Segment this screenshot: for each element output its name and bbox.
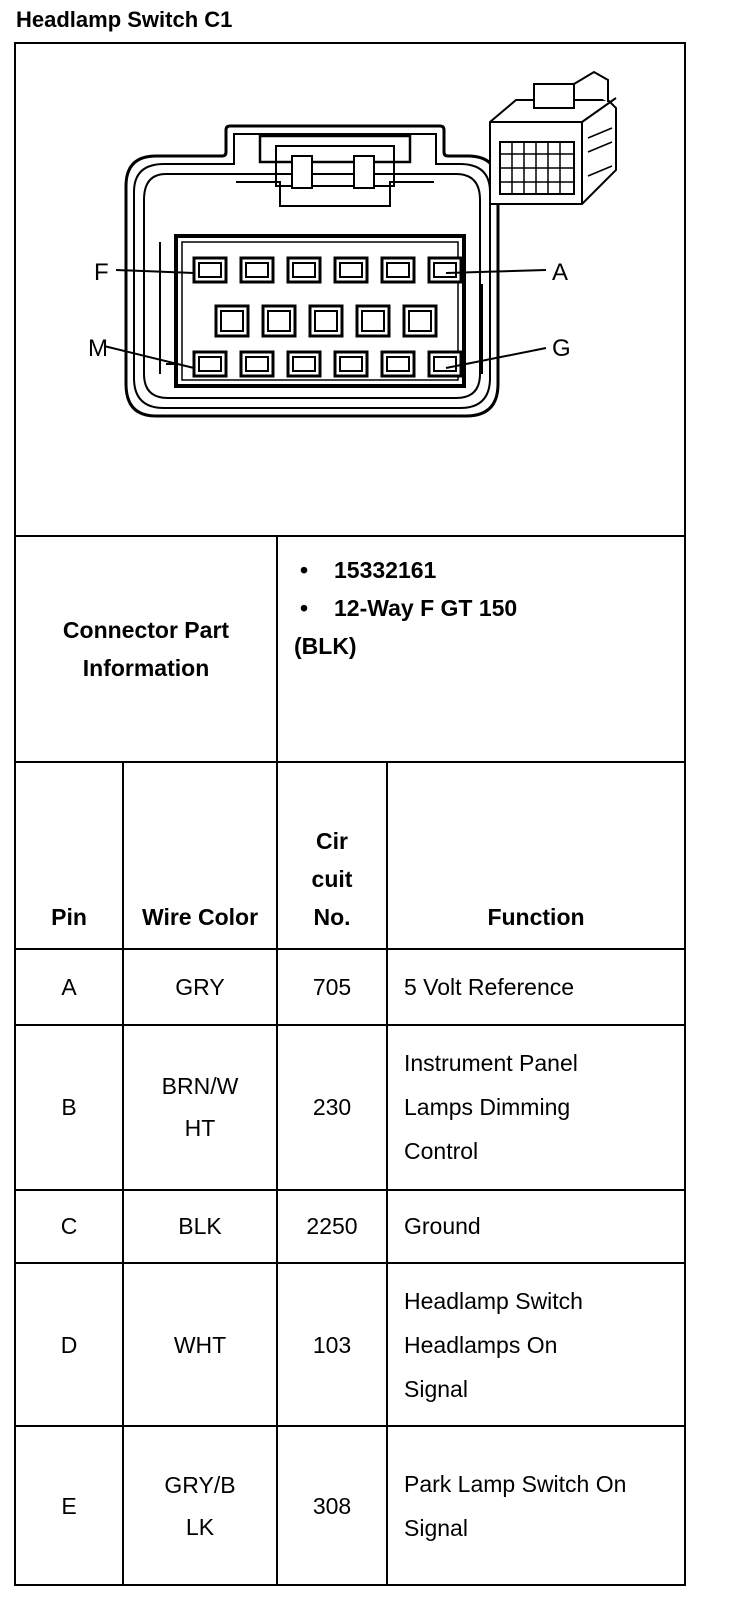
row-pin: B xyxy=(15,1025,123,1190)
row-pin: D xyxy=(15,1263,123,1426)
table-row xyxy=(15,1426,685,1585)
row-pin: A xyxy=(15,949,123,1024)
row-pin: C xyxy=(15,1190,123,1263)
connector-latch xyxy=(260,136,410,162)
connector-diagram-cell xyxy=(15,43,685,536)
row-function: Headlamp Switch Headlamps On Signal xyxy=(387,1263,685,1426)
connector-diagram xyxy=(16,44,682,522)
pin-label-f: F xyxy=(94,259,109,286)
row-function: 5 Volt Reference xyxy=(387,949,685,1024)
row-circuit: 705 xyxy=(277,949,387,1024)
row-wire-color: BRN/W HT xyxy=(123,1025,277,1190)
header-wire-color: Wire Color xyxy=(123,762,277,949)
part-description: • 12-Way F GT 150 xyxy=(294,589,684,627)
connector-part-info-cell xyxy=(277,536,685,762)
table-row xyxy=(15,1025,685,1190)
header-function: Function xyxy=(387,762,685,949)
row-circuit: 2250 xyxy=(277,1190,387,1263)
row-function: Ground xyxy=(387,1190,685,1263)
connector-pins xyxy=(194,258,461,376)
page-title: Headlamp Switch C1 xyxy=(16,7,233,32)
pin-label-g: G xyxy=(552,335,571,362)
row-wire-color: BLK xyxy=(123,1190,277,1263)
row-wire-color: WHT xyxy=(123,1263,277,1426)
pin-label-m: M xyxy=(88,335,108,362)
header-pin: Pin xyxy=(15,762,123,949)
row-circuit: 308 xyxy=(277,1426,387,1585)
table-row xyxy=(15,949,685,1024)
row-wire-color: GRY xyxy=(123,949,277,1024)
connector-part-label-cell xyxy=(15,536,277,762)
row-circuit: 230 xyxy=(277,1025,387,1190)
connector-part-label: Connector Part Information xyxy=(62,616,230,681)
row-function: Park Lamp Switch On Signal xyxy=(387,1426,685,1585)
row-circuit: 103 xyxy=(277,1263,387,1426)
connector-isometric-view xyxy=(490,72,616,204)
table-row xyxy=(15,1263,685,1426)
row-wire-color: GRY/B LK xyxy=(123,1426,277,1585)
part-number: • 15332161 xyxy=(294,551,684,589)
table-row xyxy=(15,1190,685,1263)
part-color-note: (BLK) xyxy=(294,632,357,659)
pin-label-a: A xyxy=(552,259,569,286)
row-function: Instrument Panel Lamps Dimming Control xyxy=(387,1025,685,1190)
header-circuit: Cir cuit No. xyxy=(277,762,387,949)
connector-table xyxy=(14,42,686,1586)
row-pin: E xyxy=(15,1426,123,1585)
